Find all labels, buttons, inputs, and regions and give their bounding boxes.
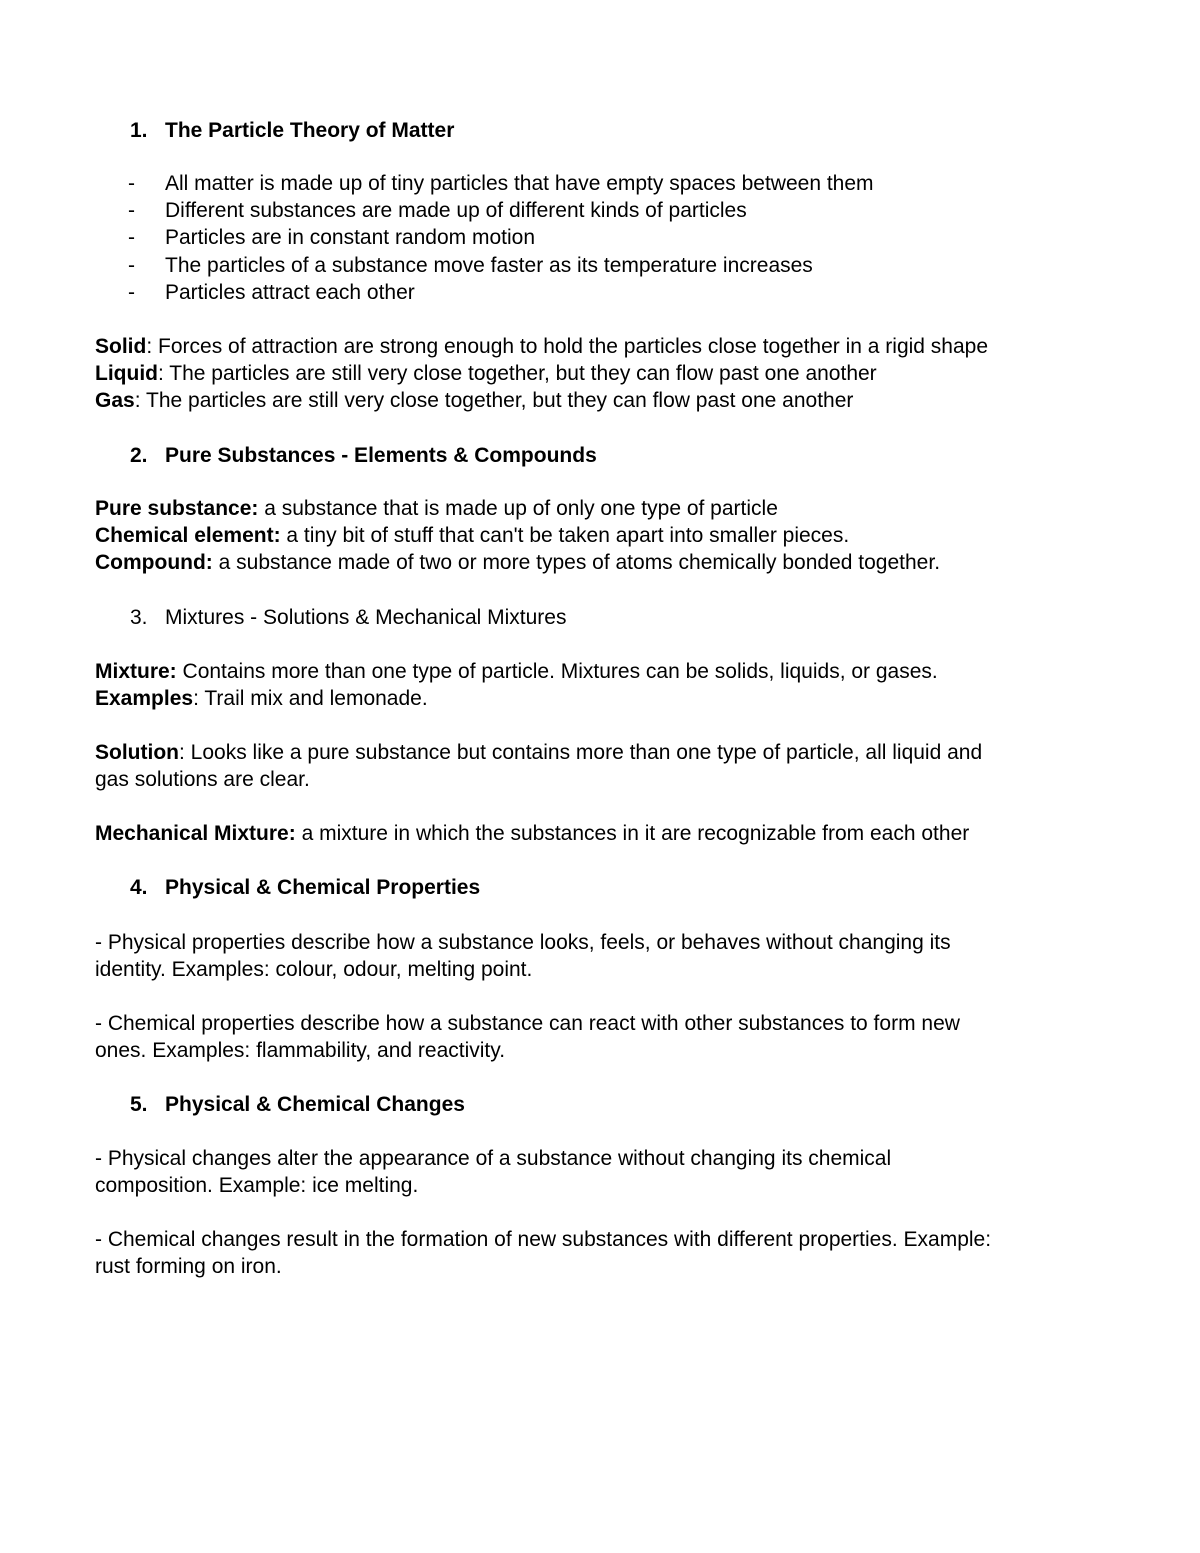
bullet-text: Particles attract each other [165,281,415,304]
definition-text: The particles are still very close together, but they can flow past one another [140,389,854,412]
section-number: 5. [130,1093,148,1116]
definition-gas [95,387,853,414]
section-title: Physical & Chemical Properties [165,876,481,899]
paragraph-line: rust forming on iron. [95,1255,282,1278]
definition-text: Trail mix and lemonade. [198,687,428,710]
paragraph-line: ones. Examples: flammability, and reactivity. [95,1039,506,1062]
definition-term: Mechanical Mixture: [95,822,296,845]
section-title: Physical & Chemical Changes [165,1093,465,1116]
definition-mechanical-mixture [95,820,969,847]
section-title: Mixtures - Solutions & Mechanical Mixtures [165,606,567,629]
definition-text: gas solutions are clear. [95,768,310,791]
bullet-marker: - [128,172,135,195]
definition-liquid [95,360,877,387]
definition-separator: : [178,741,185,764]
section-number: 1. [130,119,148,142]
definition-separator: : [134,389,141,412]
definition-term: Pure substance: [95,497,259,520]
definition-text: a mixture in which the substances in it are recognizable from each other [295,822,970,845]
bullet-marker: - [128,281,135,304]
section-number: 3. [130,606,148,629]
bullet-text: The particles of a substance move faster as its temperature increases [165,254,813,277]
definition-solid [95,333,988,360]
definition-term: Solution [95,741,179,764]
paragraph-line: identity. Examples: colour, odour, melting point. [95,958,533,981]
definition-chemical-element [95,522,849,549]
paragraph-line: composition. Example: ice melting. [95,1174,419,1197]
section-number: 4. [130,876,148,899]
definition-text: a tiny bit of stuff that can't be taken apart into smaller pieces. [280,524,850,547]
definition-text: Contains more than one type of particle. Mixtures can be solids, liquids, or gases. [176,660,938,683]
definition-separator: : [193,687,199,710]
bullet-marker: - [128,254,135,277]
section-number: 2. [130,444,148,467]
definition-text: Looks like a pure substance but contains more than one type of particle, all liquid and [184,741,983,764]
definition-text: a substance made of two or more types of atoms chemically bonded together. [212,551,941,574]
definition-separator: : [157,362,164,385]
definition-term: Solid [95,335,147,358]
bullet-marker: - [128,226,135,249]
bullet-text: Different substances are made up of different kinds of particles [165,199,747,222]
definition-text: Forces of attraction are strong enough to hold the particles close together in a rigid shape [152,335,989,358]
section-title: Pure Substances - Elements & Compounds [165,444,597,467]
paragraph-line: - Chemical properties describe how a substance can react with other substances to form new [95,1012,960,1035]
definition-term: Liquid [95,362,158,385]
paragraph-line: - Chemical changes result in the formation of new substances with different properties. Example: [95,1228,992,1251]
definition-term: Gas [95,389,135,412]
definition-term: Examples [95,687,194,710]
bullet-marker: - [128,199,135,222]
definition-compound [95,549,940,576]
section-title: The Particle Theory of Matter [165,119,455,142]
definition-pure-substance [95,495,778,522]
definition-term: Compound: [95,551,213,574]
definition-solution-continued [95,766,310,793]
bullet-text: Particles are in constant random motion [165,226,536,249]
definition-mixture [95,658,938,685]
definition-text: The particles are still very close together, but they can flow past one another [163,362,877,385]
paragraph-line: - Physical changes alter the appearance of a substance without changing its chemical [95,1147,892,1170]
paragraph-line: - Physical properties describe how a substance looks, feels, or behaves without changing its [95,931,951,954]
definition-term: Mixture: [95,660,177,683]
definition-examples [95,685,428,712]
definition-text: a substance that is made up of only one type of particle [258,497,778,520]
bullet-text: All matter is made up of tiny particles that have empty spaces between them [165,172,874,195]
definition-separator: : [146,335,153,358]
definition-solution [95,739,982,766]
definition-term: Chemical element: [95,524,281,547]
